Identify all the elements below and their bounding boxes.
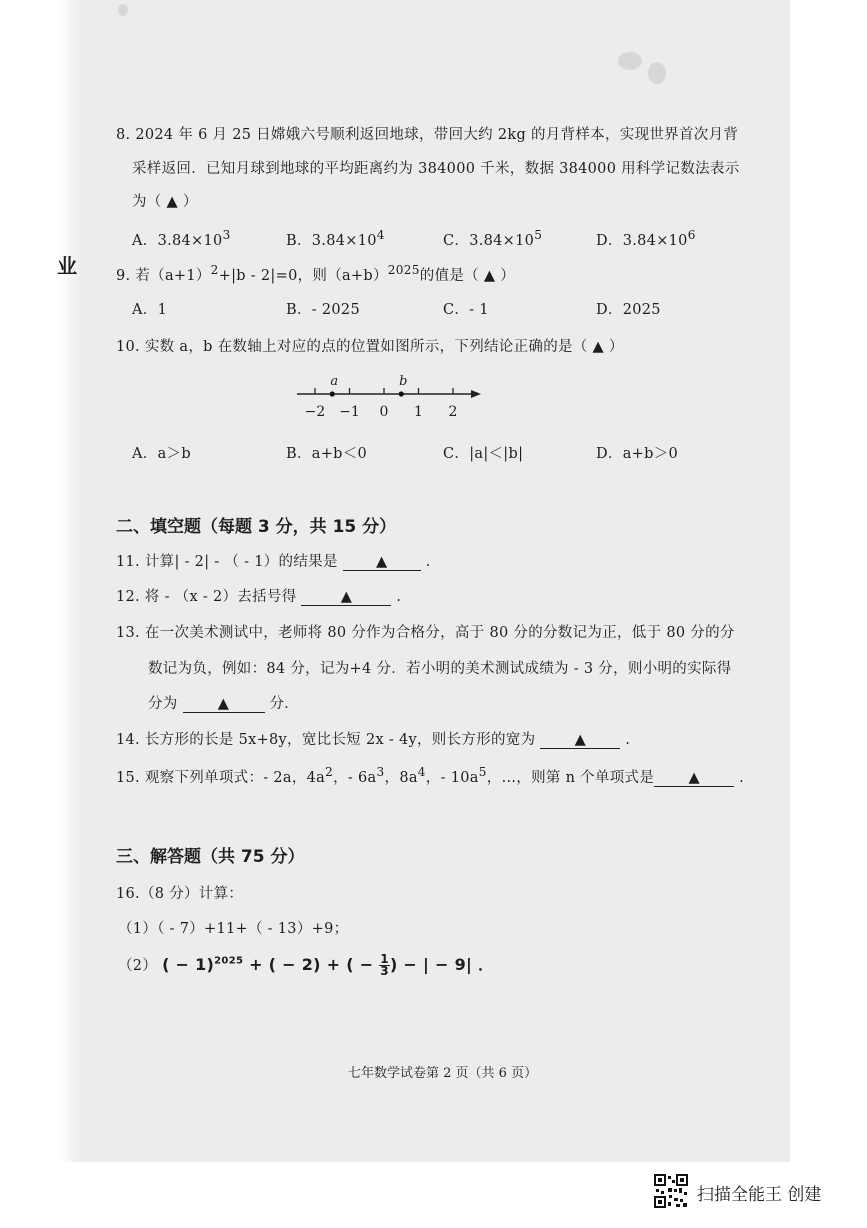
number-line: [295, 370, 495, 422]
q8-line1: 8. 2024 年 6 月 25 日嫦娥六号顺利返回地球，带回大约 2kg 的月背样本，实现世界首次月背: [116, 127, 739, 143]
scanner-watermark: 扫描全能王 创建: [697, 1185, 822, 1205]
q15: 15. 观察下列单项式：- 2a，$4a^2$，- $6a^3$，$8a^4$，- $10a^5$，…，则第 n 个单项式是 ▲ .: [116, 765, 745, 786]
q8-option-c: C．$3.84\times 10^5$: [443, 228, 543, 249]
q10-option-d: D．a+b＞0: [596, 446, 679, 462]
point-a-label: a: [330, 374, 339, 389]
point-b: [399, 391, 404, 396]
q8-option-b: B．$3.84\times 10^4$: [286, 228, 385, 249]
axis-tick-label: 2: [448, 404, 458, 420]
q9-option-b: B．- 2025: [286, 302, 360, 318]
q9-option-c: C．- 1: [443, 302, 489, 318]
qr-code-icon: [654, 1174, 688, 1208]
axis-tick-label: −1: [339, 404, 360, 420]
q12: 12. 将 - （x - 2）去括号得 ▲ .: [116, 589, 402, 605]
q10-option-c: C．|a|＜|b|: [443, 446, 524, 462]
q10-stem: 10. 实数 a，b 在数轴上对应的点的位置如图所示，下列结论正确的是（ ▲ ）: [116, 339, 624, 355]
q16-part2: （2） ( − 1)$^{2025}$ + ( − 2) + ( − $\frac{1}{3}$ ) − | − 9| ．: [118, 952, 495, 978]
margin-mark: 业: [57, 254, 77, 278]
q8-line2: 采样返回．已知月球到地球的平均距离约为 384000 千米，数据 384000 用科学记数法表示: [132, 161, 740, 177]
page-footer: 七年数学试卷第 2 页（共 6 页）: [348, 1066, 538, 1081]
q10-option-a: A．a＞b: [132, 446, 191, 462]
smudge: [618, 52, 642, 70]
q9-option-a: A．1: [132, 302, 168, 318]
section2-title: 二、填空题（每题 3 分，共 15 分）: [116, 517, 397, 537]
axis-tick-label: 1: [414, 404, 423, 420]
q13-line2: 数记为负，例如：84 分，记为+4 分．若小明的美术测试成绩为 - 3 分，则小明的实际得: [148, 661, 732, 677]
q9-option-d: D．2025: [596, 302, 661, 318]
q14: 14. 长方形的长是 5x+8y，宽比长短 2x - 4y，则长方形的宽为 ▲ .: [116, 732, 631, 748]
q11: 11. 计算| - 2| - （ - 1）的结果是 ▲ .: [116, 554, 431, 570]
q9-stem: 9. 若$(a+1)^2+|b - 2|=0$，则$(a+b)^{2025}$的值是（ ▲ ）: [116, 263, 516, 284]
axis-tick-label: −2: [304, 404, 326, 420]
q13-line3: 分为 ▲ 分．: [148, 696, 300, 712]
point-a: [330, 391, 335, 396]
smudge: [118, 4, 128, 16]
q13-line1: 13. 在一次美术测试中，老师将 80 分作为合格分，高于 80 分的分数记为正，低于 80 分的分: [116, 625, 735, 641]
point-b-label: b: [399, 374, 408, 389]
q8-option-a: A．$3.84\times 10^3$: [132, 228, 231, 249]
q10-option-b: B．a+b＜0: [286, 446, 368, 462]
q8-line3: 为（ ▲ ）: [132, 194, 198, 210]
axis-arrow: [471, 390, 481, 398]
section3-title: 三、解答题（共 75 分）: [116, 847, 305, 867]
axis-tick-label: 0: [379, 404, 389, 420]
q8-option-d: D．$3.84\times 10^6$: [596, 228, 696, 249]
q16-stem: 16.（8 分）计算：: [116, 886, 244, 902]
q16-part1: （1）（ - 7）+11+（ - 13）+9；: [118, 921, 349, 937]
smudge: [648, 62, 666, 84]
